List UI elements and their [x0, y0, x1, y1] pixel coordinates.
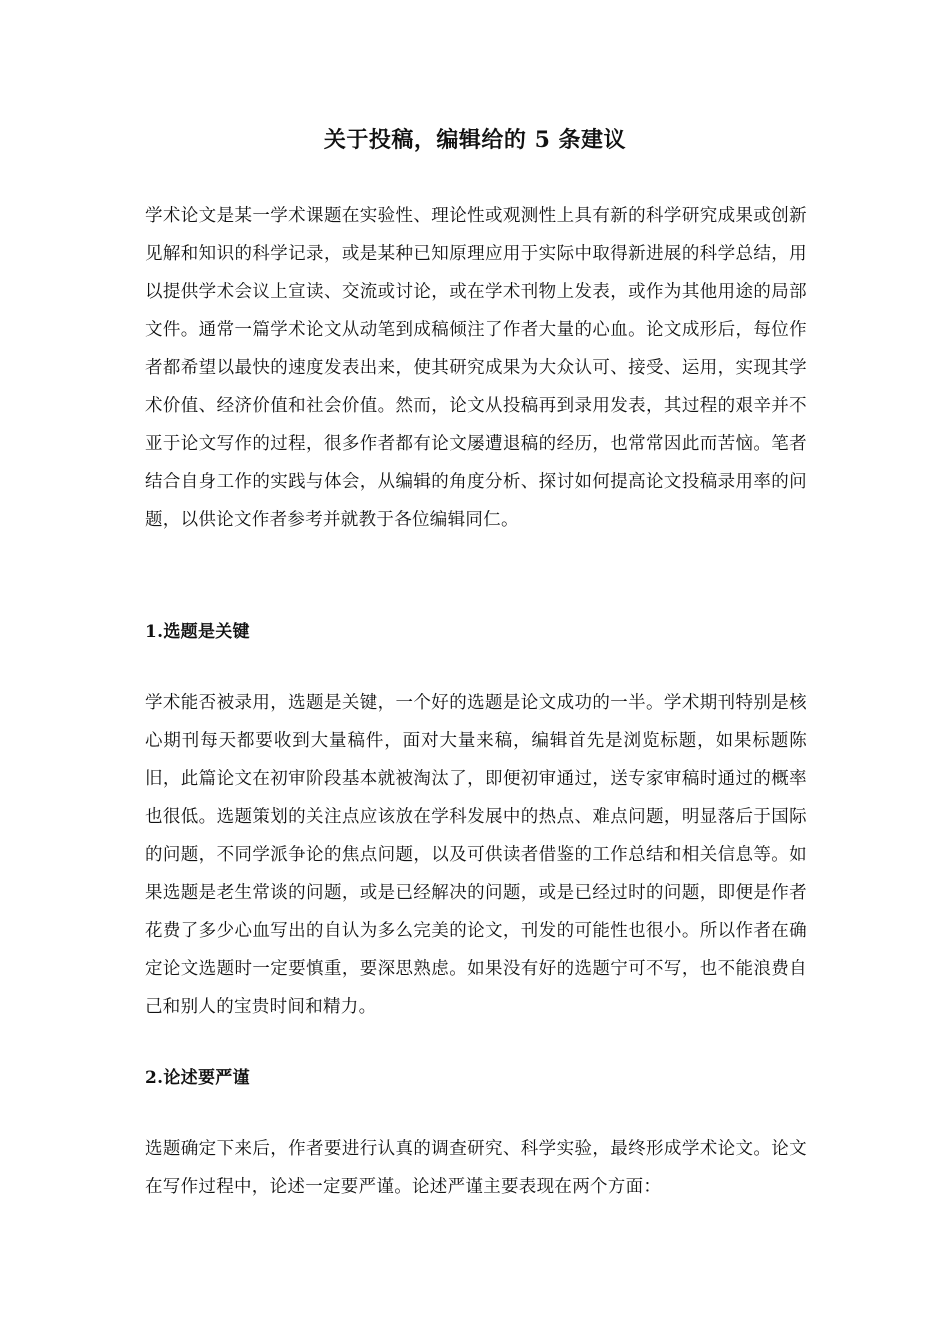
section-paragraph: 选题确定下来后，作者要进行认真的调查研究、科学实验，最终形成学术论文。论文在写作过程中，论述一定要严谨。论述严谨主要表现在两个方面： — [145, 1139, 807, 1197]
section-paragraph: 学术能否被录用，选题是关键，一个好的选题是论文成功的一半。学术期刊特别是核心期刊每天都要收到大量稿件，面对大量来稿，编辑首先是浏览标题，如果标题陈旧，此篇论文在初审阶段基本就被淘汰了，即便初审通过，送专家审稿时通过的概率也很低。选题策划的关注点应该放在学科发展中的热点、难点问题，明显落后于国际的问题，不同学派争论的焦点问题，以及可供读者借鉴的工作总结和相关信息等。如果选题是老生常谈的问题，或是已经解决的问题，或是已经过时的问题，即便是作者花费了多少心血写出的自认为多么完美的论文，刊发的可能性也很小。所以作者在确定论文选题时一定要慎重，要深思熟虑。如果没有好的选题宁可不写，也不能浪费自己和别人的宝贵时间和精力。 — [145, 693, 807, 1017]
section-heading: 2.论述要严谨 — [145, 1068, 250, 1088]
section-heading: 1.选题是关键 — [145, 622, 250, 642]
document-title: 关于投稿，编辑给的 5 条建议 — [323, 127, 627, 153]
intro-paragraph: 学术论文是某一学术课题在实验性、理论性或观测性上具有新的科学研究成果或创新见解和知识的科学记录，或是某种已知原理应用于实际中取得新进展的科学总结，用以提供学术会议上宣读、交流或讨论，或在学术刊物上发表，或作为其他用途的局部文件。通常一篇学术论文从动笔到成稿倾注了作者大量的心血。论文成形后，每位作者都希望以最快的速度发表出来，使其研究成果为大众认可、接受、运用，实现其学术价值、经济价值和社会价值。然而，论文从投稿再到录用发表，其过程的艰辛并不亚于论文写作的过程，很多作者都有论文屡遭退稿的经历，也常常因此而苦恼。笔者结合自身工作的实践与体会，从编辑的角度分析、探讨如何提高论文投稿录用率的问题，以供论文作者参考并就教于各位编辑同仁。 — [145, 206, 807, 530]
